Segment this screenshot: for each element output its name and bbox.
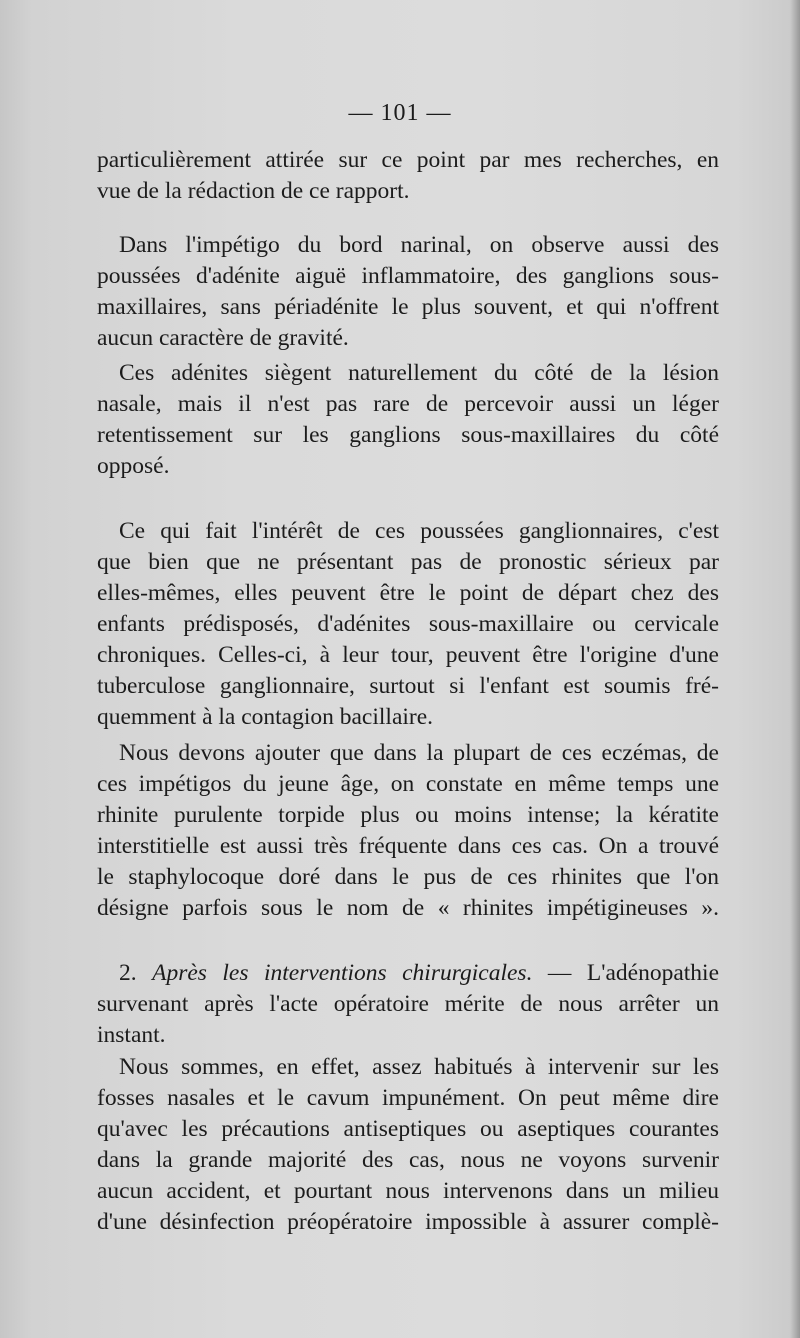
text-line: instant. (97, 1022, 166, 1048)
text-line: poussées d'adénite aiguë inflammatoire, des ganglions sous- (97, 263, 719, 289)
text-line: aucun accident, et pourtant nous intervenons dans un milieu (97, 1178, 719, 1204)
text-line: d'une désinfection préopératoire impossible à assurer complè- (97, 1209, 719, 1235)
text-line: enfants prédisposés, d'adénites sous-maxillaire ou cervicale (97, 611, 719, 637)
text-line: que bien que ne présentant pas de pronostic sérieux par (97, 549, 719, 575)
text-line: dans la grande majorité des cas, nous ne voyons survenir (97, 1147, 719, 1173)
text-line: Nous devons ajouter que dans la plupart de ces eczémas, de (119, 740, 719, 766)
text-line: aucun caractère de gravité. (97, 325, 349, 351)
paragraph-habitues (97, 1052, 719, 1238)
section-heading-rest: — L'adénopathie (532, 960, 720, 986)
text-line: fosses nasales et le cavum impunément. On peut même dire (97, 1085, 719, 1111)
paragraph-impetigo-narinal (97, 230, 719, 354)
text-line: quemment à la contagion bacillaire. (97, 704, 434, 730)
text-line: elles-mêmes, elles peuvent être le point de départ chez des (97, 580, 719, 606)
page-number: — 101 — (348, 100, 452, 126)
page-edge-shadow (790, 0, 800, 1338)
text-line: interstitielle est aussi très fréquente dans ces cas. On a trouvé (97, 833, 719, 859)
text-line: opposé. (97, 453, 170, 479)
paragraph-interet (97, 516, 719, 733)
text-line: ces impétigos du jeune âge, on constate en même temps une (97, 771, 719, 797)
text-line: Ce qui fait l'intérêt de ces poussées ganglionnaires, c'est (119, 518, 719, 544)
paragraph-eczemas (97, 738, 719, 924)
section-heading-line (97, 958, 719, 989)
text-line: rhinite purulente torpide plus ou moins intense; la kératite (97, 802, 719, 828)
text-line: retentissement sur les ganglions sous-maxillaires du côté (97, 422, 719, 448)
text-line: désigne parfois sous le nom de « rhinites impétigineuses ». (97, 895, 719, 921)
section-title: Après les interventions chirurgicales. (152, 960, 533, 986)
text-line: le staphylocoque doré dans le pus de ces rhinites que l'on (97, 864, 719, 890)
text-line: tuberculose ganglionnaire, surtout si l'enfant est soumis fré- (97, 673, 719, 699)
text-line: Ces adénites siègent naturellement du côté de la lésion (119, 360, 719, 386)
paragraph-continuation (97, 145, 719, 207)
text-line: qu'avec les précautions antiseptiques ou aseptiques courantes (97, 1116, 719, 1142)
text-line: chroniques. Celles-ci, à leur tour, peuvent être l'origine d'une (97, 642, 719, 668)
text-line: vue de la rédaction de ce rapport. (97, 178, 410, 204)
text-line: Nous sommes, en effet, assez habitués à intervenir sur les (119, 1054, 719, 1080)
text-line: particulièrement attirée sur ce point par mes recherches, en (97, 147, 719, 173)
section-interventions (97, 958, 719, 1051)
text-line: nasale, mais il n'est pas rare de percevoir aussi un léger (97, 391, 719, 417)
text-line: survenant après l'acte opératoire mérite de nous arrêter un (97, 991, 719, 1017)
text-line: Dans l'impétigo du bord narinal, on observe aussi des (119, 232, 719, 258)
text-line: maxillaires, sans périadénite le plus souvent, et qui n'offrent (97, 294, 719, 320)
section-number: 2. (119, 960, 137, 986)
paragraph-adenites (97, 358, 719, 482)
